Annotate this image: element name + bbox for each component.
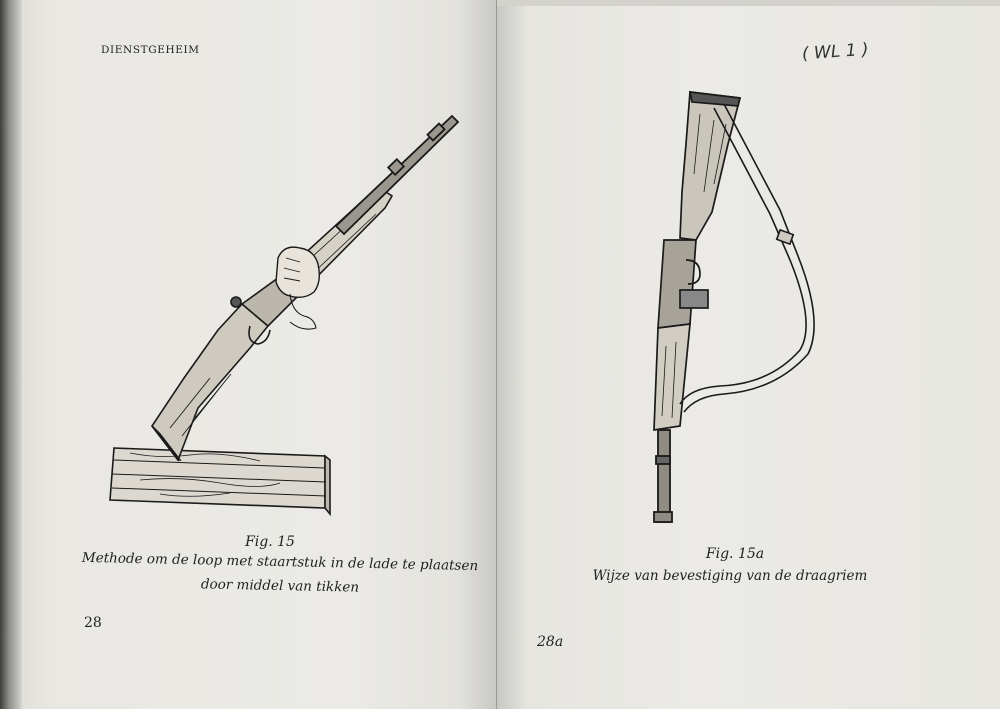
fig-15-caption-line-2: door middel van tikken — [200, 576, 360, 596]
fig-15a-caption: Wijze van bevestiging van de draagriem — [592, 568, 868, 584]
page-number-right: 28a — [537, 634, 564, 650]
rifle-stock — [152, 304, 268, 460]
fig-15-label: Fig. 15 — [245, 534, 295, 550]
book-cover-edge — [0, 0, 22, 709]
fig-15a-illustration — [620, 84, 840, 544]
wooden-block — [110, 448, 330, 514]
rifle-barrel — [336, 116, 458, 234]
rifle-stock — [680, 92, 740, 240]
running-head: DIENSTGEHEIM — [101, 44, 200, 56]
rifle-barrel — [654, 430, 672, 522]
rifle-forestock — [654, 324, 690, 430]
page-number-left: 28 — [84, 615, 102, 631]
fig-15-illustration — [100, 108, 460, 528]
rifle-receiver — [658, 240, 708, 328]
handwritten-note: ( WL 1 ) — [801, 39, 870, 65]
fig-15a-label: Fig. 15a — [705, 546, 765, 562]
fig-15-caption-line-1: Methode om de loop met staartstuk in de lade te plaatsen — [81, 549, 479, 575]
hand — [276, 247, 319, 329]
